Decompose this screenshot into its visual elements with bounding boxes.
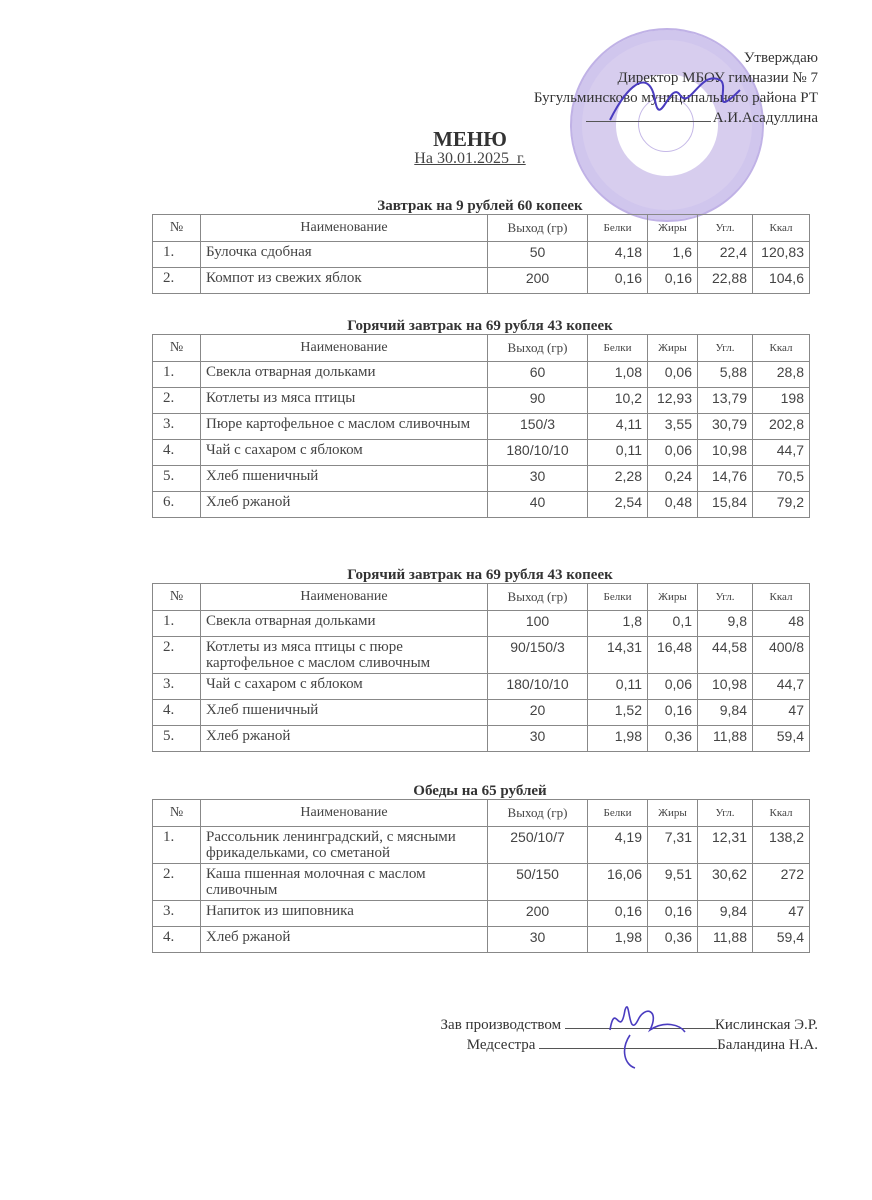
cell-number: 2. — [153, 388, 201, 414]
cell-yield: 180/10/10 — [488, 440, 588, 466]
cell-protein: 1,98 — [588, 726, 648, 752]
cell-name: Хлеб ржаной — [201, 726, 488, 752]
approval-organization: Бугульминсково муниципального района РТ — [533, 90, 818, 106]
cell-name: Свекла отварная дольками — [201, 611, 488, 637]
cell-carbs: 14,76 — [698, 466, 753, 492]
cell-kcal: 47 — [753, 901, 810, 927]
cell-protein: 4,11 — [588, 414, 648, 440]
cell-number: 3. — [153, 674, 201, 700]
cell-name: Булочка сдобная — [201, 242, 488, 268]
cell-number: 1. — [153, 611, 201, 637]
cell-protein: 10,2 — [588, 388, 648, 414]
cell-number: 2. — [153, 864, 201, 901]
cell-protein: 2,28 — [588, 466, 648, 492]
cell-fat: 0,36 — [648, 927, 698, 953]
column-header-carbs: Угл. — [698, 215, 753, 242]
cell-carbs: 11,88 — [698, 726, 753, 752]
table-header — [153, 335, 810, 362]
column-header-protein: Белки — [588, 584, 648, 611]
column-header-protein: Белки — [588, 335, 648, 362]
cell-kcal: 47 — [753, 700, 810, 726]
cell-kcal: 138,2 — [753, 827, 810, 864]
table-row — [153, 611, 810, 637]
cell-kcal: 48 — [753, 611, 810, 637]
menu-table — [152, 583, 810, 752]
cell-name: Компот из свежих яблок — [201, 268, 488, 294]
column-header-yield: Выход (гр) — [488, 584, 588, 611]
column-header-protein: Белки — [588, 800, 648, 827]
table-row — [153, 242, 810, 268]
cell-carbs: 44,58 — [698, 637, 753, 674]
cell-name: Чай с сахаром с яблоком — [201, 674, 488, 700]
cell-name: Хлеб пшеничный — [201, 466, 488, 492]
column-header-kcal: Ккал — [753, 215, 810, 242]
production-head-signature — [590, 990, 700, 1070]
cell-carbs: 11,88 — [698, 927, 753, 953]
cell-fat: 0,16 — [648, 901, 698, 927]
cell-protein: 2,54 — [588, 492, 648, 518]
cell-protein: 0,16 — [588, 901, 648, 927]
cell-protein: 1,98 — [588, 927, 648, 953]
cell-number: 1. — [153, 827, 201, 864]
column-header-number: № — [153, 584, 201, 611]
column-header-fat: Жиры — [648, 215, 698, 242]
cell-fat: 0,36 — [648, 726, 698, 752]
column-header-fat: Жиры — [648, 335, 698, 362]
cell-number: 4. — [153, 440, 201, 466]
nurse-name: Баландина Н.А. — [717, 1037, 818, 1053]
nurse-role: Медсестра — [466, 1037, 536, 1053]
cell-fat: 1,6 — [648, 242, 698, 268]
cell-carbs: 5,88 — [698, 362, 753, 388]
cell-kcal: 70,5 — [753, 466, 810, 492]
column-header-kcal: Ккал — [753, 584, 810, 611]
table-row — [153, 362, 810, 388]
cell-kcal: 202,8 — [753, 414, 810, 440]
cell-kcal: 79,2 — [753, 492, 810, 518]
cell-name: Котлеты из мяса птицы с пюре картофельное с маслом сливочным — [201, 637, 488, 674]
approval-signer-name: А.И.Асадуллина — [712, 110, 818, 126]
approval-label: Утверждаю — [743, 50, 818, 66]
cell-name: Чай с сахаром с яблоком — [201, 440, 488, 466]
cell-fat: 12,93 — [648, 388, 698, 414]
column-header-kcal: Ккал — [753, 800, 810, 827]
cell-fat: 16,48 — [648, 637, 698, 674]
cell-number: 2. — [153, 637, 201, 674]
cell-yield: 200 — [488, 901, 588, 927]
cell-yield: 30 — [488, 726, 588, 752]
table-row — [153, 927, 810, 953]
cell-protein: 1,8 — [588, 611, 648, 637]
approval-position: Директор МБОУ гимназии № 7 — [617, 70, 818, 86]
cell-number: 4. — [153, 927, 201, 953]
menu-table — [152, 799, 810, 953]
cell-carbs: 30,79 — [698, 414, 753, 440]
column-header-fat: Жиры — [648, 584, 698, 611]
cell-kcal: 272 — [753, 864, 810, 901]
table-row — [153, 466, 810, 492]
cell-carbs: 15,84 — [698, 492, 753, 518]
menu-header — [380, 128, 560, 168]
column-header-number: № — [153, 800, 201, 827]
cell-number: 4. — [153, 700, 201, 726]
column-header-carbs: Угл. — [698, 584, 753, 611]
menu-table — [152, 334, 810, 518]
cell-carbs: 10,98 — [698, 440, 753, 466]
column-header-number: № — [153, 215, 201, 242]
cell-yield: 40 — [488, 492, 588, 518]
cell-fat: 9,51 — [648, 864, 698, 901]
column-header-yield: Выход (гр) — [488, 800, 588, 827]
cell-kcal: 28,8 — [753, 362, 810, 388]
table-row — [153, 700, 810, 726]
menu-date: На 30.01.2025_г. — [414, 150, 526, 167]
cell-yield: 50/150 — [488, 864, 588, 901]
cell-carbs: 22,88 — [698, 268, 753, 294]
column-header-kcal: Ккал — [753, 335, 810, 362]
cell-number: 1. — [153, 242, 201, 268]
cell-carbs: 22,4 — [698, 242, 753, 268]
cell-carbs: 10,98 — [698, 674, 753, 700]
cell-name: Хлеб пшеничный — [201, 700, 488, 726]
table-header — [153, 215, 810, 242]
cell-fat: 0,06 — [648, 674, 698, 700]
table-row — [153, 268, 810, 294]
cell-number: 1. — [153, 362, 201, 388]
cell-carbs: 12,31 — [698, 827, 753, 864]
column-header-carbs: Угл. — [698, 335, 753, 362]
cell-carbs: 9,8 — [698, 611, 753, 637]
cell-kcal: 59,4 — [753, 726, 810, 752]
cell-fat: 3,55 — [648, 414, 698, 440]
production-head-role: Зав производством — [440, 1017, 562, 1033]
cell-fat: 0,48 — [648, 492, 698, 518]
column-header-name: Наименование — [201, 584, 488, 611]
column-header-fat: Жиры — [648, 800, 698, 827]
cell-kcal: 44,7 — [753, 674, 810, 700]
table-row — [153, 492, 810, 518]
cell-number: 5. — [153, 466, 201, 492]
cell-fat: 0,1 — [648, 611, 698, 637]
cell-yield: 30 — [488, 466, 588, 492]
section-title: Горячий завтрак на 69 рубля 43 копеек — [347, 567, 613, 583]
table-row — [153, 901, 810, 927]
column-header-protein: Белки — [588, 215, 648, 242]
cell-kcal: 400/8 — [753, 637, 810, 674]
cell-kcal: 104,6 — [753, 268, 810, 294]
cell-name: Напиток из шиповника — [201, 901, 488, 927]
column-header-carbs: Угл. — [698, 800, 753, 827]
cell-protein: 0,11 — [588, 440, 648, 466]
cell-yield: 150/3 — [488, 414, 588, 440]
cell-number: 5. — [153, 726, 201, 752]
menu-table — [152, 214, 810, 294]
cell-name: Каша пшенная молочная с маслом сливочным — [201, 864, 488, 901]
page-title: МЕНЮ — [433, 127, 507, 151]
table-row — [153, 864, 810, 901]
section-title: Обеды на 65 рублей — [413, 783, 547, 799]
cell-protein: 1,08 — [588, 362, 648, 388]
cell-protein: 0,16 — [588, 268, 648, 294]
cell-kcal: 44,7 — [753, 440, 810, 466]
column-header-number: № — [153, 335, 201, 362]
cell-fat: 0,16 — [648, 268, 698, 294]
cell-yield: 100 — [488, 611, 588, 637]
table-row — [153, 388, 810, 414]
director-signature — [600, 60, 760, 140]
cell-yield: 250/10/7 — [488, 827, 588, 864]
cell-protein: 4,19 — [588, 827, 648, 864]
cell-yield: 60 — [488, 362, 588, 388]
table-row — [153, 637, 810, 674]
table-header — [153, 584, 810, 611]
cell-protein: 14,31 — [588, 637, 648, 674]
section-title: Завтрак на 9 рублей 60 копеек — [377, 198, 583, 214]
cell-carbs: 9,84 — [698, 901, 753, 927]
cell-number: 3. — [153, 901, 201, 927]
cell-yield: 200 — [488, 268, 588, 294]
production-head-name: Кислинская Э.Р. — [714, 1017, 818, 1033]
cell-yield: 180/10/10 — [488, 674, 588, 700]
cell-yield: 50 — [488, 242, 588, 268]
cell-fat: 7,31 — [648, 827, 698, 864]
table-row — [153, 726, 810, 752]
cell-name: Пюре картофельное с маслом сливочным — [201, 414, 488, 440]
column-header-yield: Выход (гр) — [488, 215, 588, 242]
cell-name: Котлеты из мяса птицы — [201, 388, 488, 414]
table-header — [153, 800, 810, 827]
cell-carbs: 30,62 — [698, 864, 753, 901]
cell-yield: 90 — [488, 388, 588, 414]
cell-fat: 0,06 — [648, 362, 698, 388]
column-header-name: Наименование — [201, 335, 488, 362]
cell-yield: 30 — [488, 927, 588, 953]
cell-kcal: 59,4 — [753, 927, 810, 953]
cell-kcal: 120,83 — [753, 242, 810, 268]
cell-name: Хлеб ржаной — [201, 492, 488, 518]
cell-number: 2. — [153, 268, 201, 294]
cell-name: Рассольник ленинградский, с мясными фрикадельками, со сметаной — [201, 827, 488, 864]
cell-yield: 90/150/3 — [488, 637, 588, 674]
cell-number: 6. — [153, 492, 201, 518]
column-header-name: Наименование — [201, 215, 488, 242]
cell-protein: 1,52 — [588, 700, 648, 726]
column-header-name: Наименование — [201, 800, 488, 827]
cell-fat: 0,06 — [648, 440, 698, 466]
section-title: Горячий завтрак на 69 рубля 43 копеек — [347, 318, 613, 334]
cell-name: Свекла отварная дольками — [201, 362, 488, 388]
cell-fat: 0,16 — [648, 700, 698, 726]
table-row — [153, 414, 810, 440]
cell-kcal: 198 — [753, 388, 810, 414]
cell-protein: 4,18 — [588, 242, 648, 268]
cell-carbs: 13,79 — [698, 388, 753, 414]
cell-protein: 16,06 — [588, 864, 648, 901]
cell-name: Хлеб ржаной — [201, 927, 488, 953]
cell-fat: 0,24 — [648, 466, 698, 492]
cell-number: 3. — [153, 414, 201, 440]
cell-protein: 0,11 — [588, 674, 648, 700]
cell-carbs: 9,84 — [698, 700, 753, 726]
column-header-yield: Выход (гр) — [488, 335, 588, 362]
cell-yield: 20 — [488, 700, 588, 726]
table-row — [153, 674, 810, 700]
table-row — [153, 440, 810, 466]
table-row — [153, 827, 810, 864]
